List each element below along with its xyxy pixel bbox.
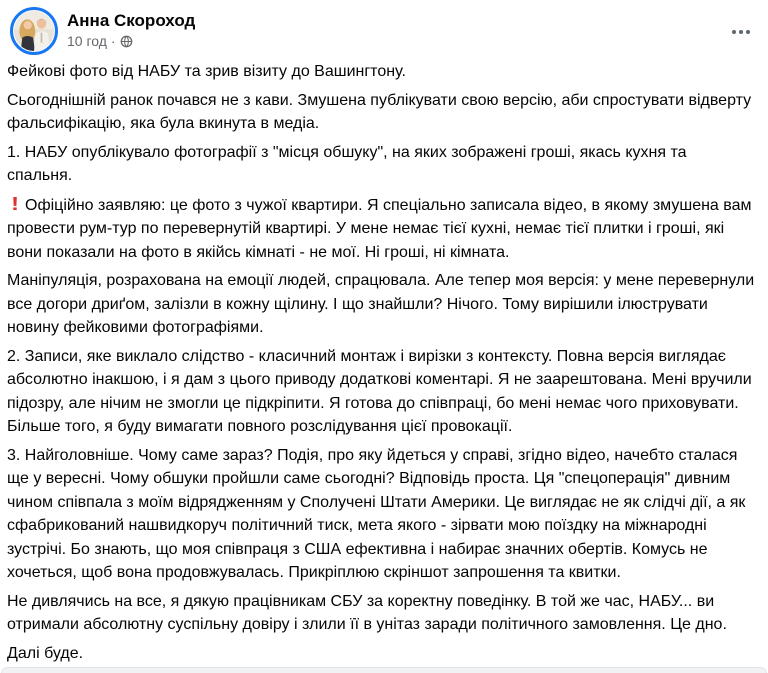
attachment-top-edge [1,667,767,673]
post-paragraph: Сьогоднішній ранок почався не з кави. Змушена публікувати свою версію, аби спростувати відверту фальсифікацію, яка була вкинута в медіа. [7,91,752,132]
post-paragraph: ! Офіційно заявляю: це фото з чужої квартири. Я спеціально записала відео, в якому змушена вам провести рум-тур по перевернутій квартирі. У мене немає тієї кухні, немає тієї плитки і гроші, які вони показали на фото в якійсь кімнаті - не мої. Ні гроші, ні кімната. [7,193,752,261]
timestamp[interactable]: 10 год [67,33,107,49]
author-name[interactable]: Анна Скороход [67,11,196,30]
header-text [67,7,756,50]
meta-separator: · [110,33,116,49]
post-paragraph: Маніпуляція, розрахована на емоції людей, спрацювала. Але тепер моя версія: у мене перевернули все догори дриґом, залізли в кожну щілину. І що знайшли? Нічого. Тому вирішили ілюструвати новину фейковими фотографіями. [7,272,755,336]
ellipsis-icon [746,30,750,34]
post-paragraph: Фейкові фото від НАБУ та зрив візиту до Вашингтону. [7,63,406,80]
avatar[interactable] [10,7,58,55]
post-paragraph: Не дивлячись на все, я дякую працівникам СБУ за коректну поведінку. В той же час, НАБУ... ви отримали абсолютну суспільну довіру і злили її в унітаз заради політичного замовлення. Це дно. [7,592,727,633]
globe-public-icon [120,35,133,48]
post-paragraph: Далі буде. [7,644,84,662]
post-options-button[interactable] [728,24,754,40]
post-paragraph: 1. НАБУ опублікувало фотографії з "місця обшуку", на яких зображені гроші, якась кухня та спальня. [7,143,687,184]
post-paragraph: 3. Найголовніше. Чому саме зараз? Подія, про яку йдеться у справі, згідно відео, начебто сталася ще у вересні. Чому обшуки пройшли саме сьогодні? Відповідь проста. Ця "спецоперація" дивним чином співпала з моїм відрядженням у Сполучені Штати Америки. Це виглядає не як слідчі дії, а як сфабрикований нашвидкоруч політичний тиск, мета якого - зірвати мою поїздку на міжнародні зустрічі. Бо знають, що моя співпраця з США ефективна і набирає значних обертів. Комусь не хочеться, щоб вона продовжувалась. Прикріплюю скріншот запрошення та квитки. [7,446,746,581]
avatar-photo [14,11,54,51]
ellipsis-icon [739,30,743,34]
post-header [0,0,768,55]
ellipsis-icon [732,30,736,34]
red-exclamation-icon: ! [10,193,20,214]
post-meta [67,33,756,50]
post-paragraph: 2. Записи, яке виклало слідство - класичний монтаж і вирізки з контексту. Повна версія виглядає абсолютно інакшою, і я дам з цього приводу додаткові коментарі. Я не заарештована. Мені вручили підозру, але нічим не змогли це підкріпити. Я готова до співпраці, бо мені немає чого приховувати. Більше того, я буду вимагати повного розслідування цієї провокації. [7,347,752,435]
post-body [0,55,768,665]
